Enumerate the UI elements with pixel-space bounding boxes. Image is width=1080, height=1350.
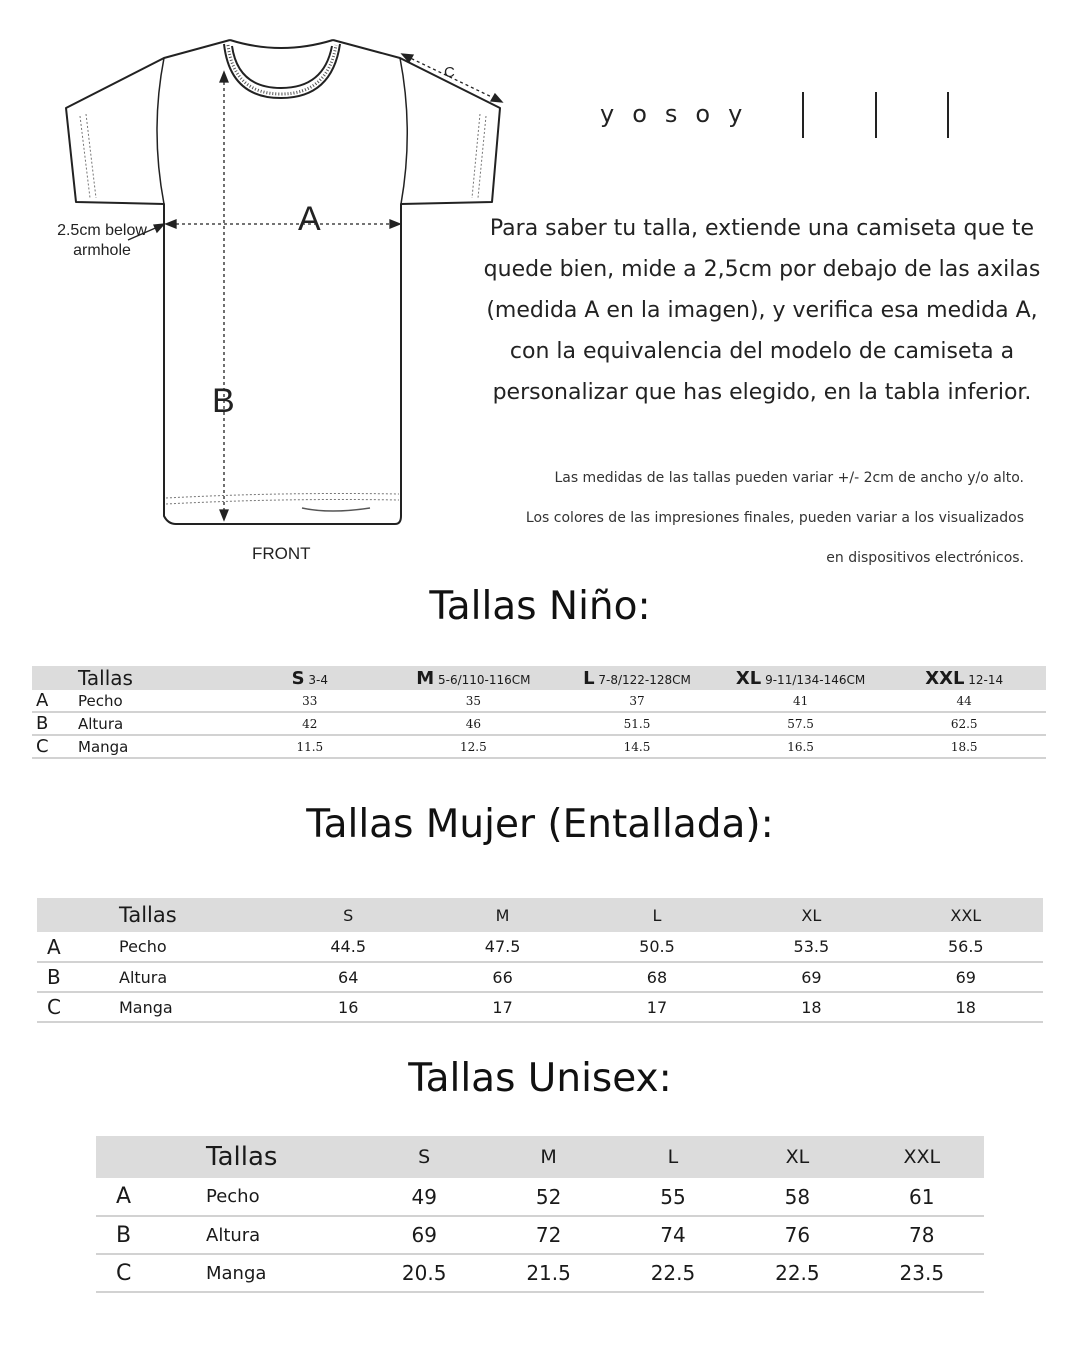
table-cell: 62.5 (950, 716, 978, 731)
instructions-text: Para saber tu talla, extiende una camiseta que te quede bien, mide a 2,5cm por debajo de las axilas (medida A en la imagen), y verifica esa medida A, con la equivalencia del modelo de camiseta a personalizar que has elegido, en la tabla inferior. (483, 216, 1041, 405)
table-cell: 16.5 (787, 739, 814, 754)
size-header-xl: XL (801, 905, 822, 925)
header-letter-cell (32, 666, 72, 690)
brand-bar-3 (947, 92, 949, 138)
table-cell: 18.5 (950, 739, 978, 754)
table-row (37, 932, 1043, 962)
table-header-row (32, 666, 1046, 690)
table-cell: 64 (338, 967, 359, 987)
table-cell: 53.5 (793, 937, 830, 956)
header-tallas: Tallas (206, 1142, 278, 1172)
table-cell: 55 (660, 1184, 686, 1209)
table-header-row (37, 898, 1043, 932)
table-cell: 18 (801, 997, 822, 1017)
brand-logo: yosoy (600, 100, 761, 128)
size-table-unisex (96, 1136, 984, 1293)
size-header-l: L 7-8/122-128CM (583, 667, 691, 689)
table-cell: 17 (492, 997, 513, 1017)
title-nino: Tallas Niño: (429, 584, 651, 629)
size-header-xxl: XXL (950, 905, 982, 925)
row-name: Pecho (119, 937, 167, 956)
table-cell: 16 (338, 997, 359, 1017)
table-cell: 21.5 (526, 1261, 571, 1285)
table-cell: 49 (411, 1184, 437, 1209)
row-letter: B (47, 965, 61, 989)
table-cell: 72 (535, 1223, 562, 1247)
row-name: Altura (206, 1224, 261, 1246)
note-devices: en dispositivos electrónicos. (826, 550, 1024, 566)
table-cell: 58 (784, 1184, 811, 1209)
row-letter: A (116, 1184, 132, 1209)
table-row (32, 712, 1046, 735)
brand-bar-2 (875, 92, 877, 138)
tshirt-outline (66, 40, 500, 524)
row-name: Altura (78, 714, 124, 733)
size-header-s: S 3-4 (291, 667, 328, 689)
table-cell: 23.5 (899, 1261, 945, 1285)
table-cell: 78 (909, 1223, 935, 1247)
row-letter: C (47, 995, 61, 1019)
table-cell: 37 (629, 693, 645, 708)
table-cell: 52 (535, 1184, 562, 1209)
measure-c-label: C (444, 64, 455, 81)
table-cell: 44.5 (330, 937, 366, 956)
size-header-m: M 5-6/110-116CM (416, 667, 531, 689)
row-name: Manga (206, 1262, 267, 1284)
table-cell: 41 (792, 693, 809, 708)
row-letter: A (47, 934, 61, 959)
size-header-s: S (418, 1146, 431, 1168)
table-row (96, 1216, 984, 1254)
table-row (32, 690, 1046, 712)
table-row (96, 1254, 984, 1292)
row-letter: C (116, 1260, 132, 1286)
row-name: Altura (119, 967, 168, 987)
armhole-note-label: 2.5cm below armhole (57, 222, 147, 259)
size-header-xxl: XXL (903, 1146, 941, 1168)
size-header-xl: XL (785, 1146, 810, 1168)
table-header-row (96, 1136, 984, 1178)
table-row (32, 735, 1046, 758)
measure-b-label: B (212, 382, 235, 420)
size-header-xl: XL 9-11/134-146CM (735, 667, 866, 689)
row-name: Pecho (78, 691, 123, 710)
size-header-l: L (652, 905, 662, 925)
table-cell: 47.5 (484, 937, 521, 956)
size-table-nino (32, 666, 1046, 759)
size-header-xxl: XXL 12-14 (925, 667, 1004, 689)
measure-a-label: A (298, 200, 321, 238)
table-row (96, 1178, 984, 1216)
row-name: Pecho (206, 1186, 260, 1207)
size-header-m: M (540, 1146, 557, 1168)
table-row (37, 962, 1043, 992)
table-cell: 20.5 (401, 1261, 447, 1285)
row-letter: B (36, 713, 49, 734)
row-name: Manga (119, 997, 173, 1017)
header-tallas: Tallas (78, 666, 133, 690)
table-cell: 44 (956, 693, 972, 708)
table-cell: 22.5 (775, 1261, 820, 1285)
table-cell: 56.5 (947, 937, 984, 956)
table-cell: 76 (784, 1223, 811, 1247)
table-cell: 66 (492, 967, 513, 987)
table-cell: 17 (646, 997, 668, 1017)
table-cell: 22.5 (650, 1261, 696, 1285)
header-tallas: Tallas (119, 903, 177, 927)
table-cell: 69 (955, 967, 976, 987)
table-cell: 57.5 (787, 716, 814, 731)
note-variation: Las medidas de las tallas pueden variar +/- 2cm de ancho y/o alto. (554, 470, 1024, 486)
table-cell: 74 (660, 1223, 686, 1247)
table-cell: 69 (411, 1223, 437, 1247)
row-letter: B (116, 1222, 132, 1248)
size-header-s: S (343, 905, 354, 925)
table-cell: 33 (302, 693, 318, 708)
table-cell: 42 (302, 716, 318, 731)
table-cell: 12.5 (460, 739, 487, 754)
table-cell: 61 (909, 1184, 935, 1209)
size-table-mujer (37, 898, 1043, 1023)
table-row (37, 992, 1043, 1022)
note-colors: Los colores de las impresiones finales, pueden variar a los visualizados (525, 510, 1024, 526)
tshirt-diagram (40, 30, 520, 570)
front-label: FRONT (252, 544, 311, 563)
row-letter: C (36, 736, 49, 757)
size-header-m: M (495, 905, 510, 925)
table-cell: 14.5 (623, 739, 651, 754)
row-letter: A (36, 690, 49, 711)
table-cell: 46 (465, 716, 482, 731)
table-cell: 50.5 (639, 937, 675, 956)
table-cell: 69 (801, 967, 822, 987)
table-cell: 35 (465, 693, 482, 708)
header-letter-cell (96, 1136, 196, 1178)
table-cell: 68 (646, 967, 668, 987)
title-mujer: Tallas Mujer (Entallada): (306, 802, 774, 847)
table-cell: 51.5 (623, 716, 651, 731)
brand-bar-1 (802, 92, 804, 138)
table-cell: 18 (955, 997, 976, 1017)
table-cell: 11.5 (296, 739, 324, 754)
title-unisex: Tallas Unisex: (408, 1056, 672, 1101)
header-letter-cell (37, 898, 109, 932)
row-name: Manga (78, 737, 129, 756)
size-header-l: L (667, 1146, 679, 1168)
